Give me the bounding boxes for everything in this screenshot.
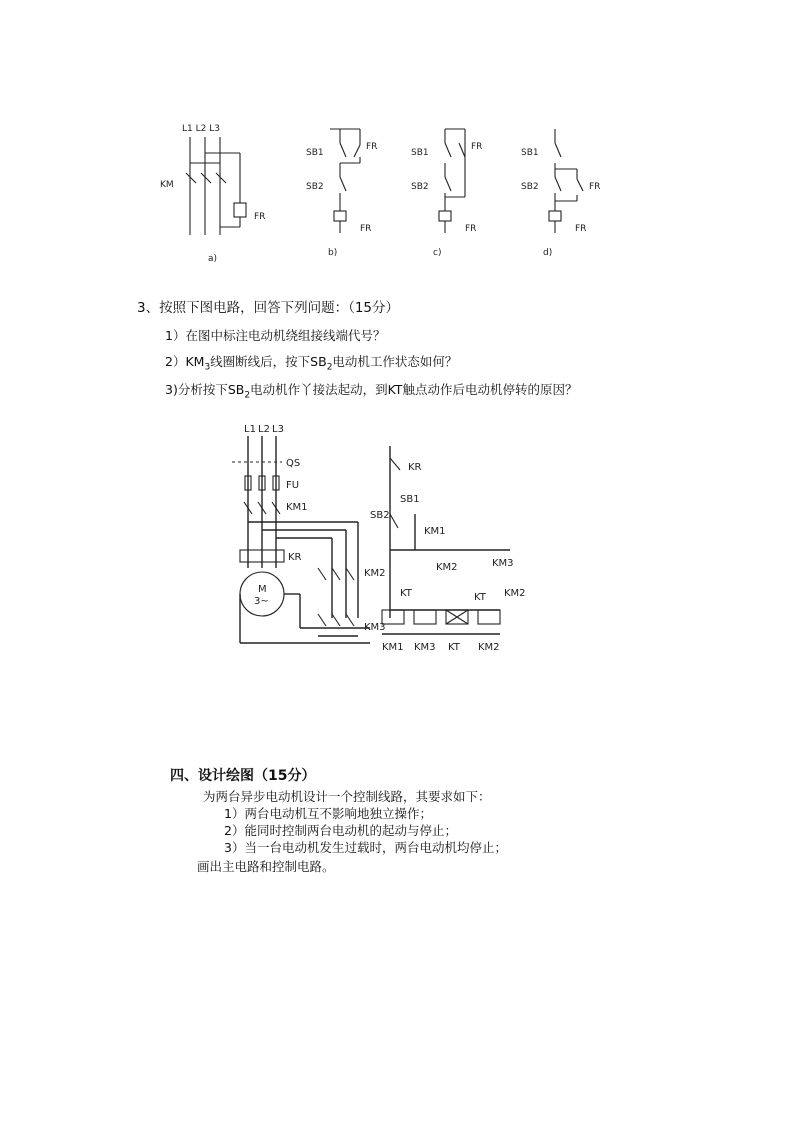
label-qs: QS: [286, 458, 301, 469]
top-diagrams: [150, 115, 630, 270]
label-km1: KM1: [286, 502, 308, 513]
question3-title: 3、按照下图电路，回答下列问题：（15分）: [137, 300, 400, 316]
item3-post: 电动机作丫接法起动，到KT触点动作后电动机停转的原因？: [250, 382, 578, 397]
item2-sub2: 2: [326, 362, 333, 373]
ctrl-km2b: KM2: [504, 588, 526, 599]
diagram-b: [306, 129, 377, 258]
question3-item2: [165, 352, 457, 373]
diagram-b-sb1: SB1: [306, 148, 324, 158]
diagram-c-caption: c): [433, 248, 442, 258]
ctrl-km1: KM1: [424, 526, 446, 537]
diagram-a-fr: FR: [254, 212, 266, 222]
diagram-c: [411, 129, 482, 258]
coil-km3: KM3: [414, 642, 436, 653]
section4-req2: 2）能同时控制两台电动机的起动与停止；: [224, 823, 457, 838]
item2-mid: 线圈断线后，按下SB: [210, 354, 327, 369]
question3-item3: [165, 380, 577, 401]
diagram-d: [521, 129, 600, 258]
coil-km1: KM1: [382, 642, 404, 653]
section4-intro: 为两台异步电动机设计一个控制线路，其要求如下：: [203, 789, 491, 804]
diagram-b-fr: FR: [366, 142, 378, 152]
section4-closing: 画出主电路和控制电路。: [197, 859, 335, 874]
ctrl-km3: KM3: [492, 558, 514, 569]
ctrl-sb1: SB1: [400, 494, 420, 505]
item3-pre: 3)分析按下SB: [165, 382, 245, 397]
diagram-c-sb1: SB1: [411, 148, 429, 158]
diagram-d-fr2: FR: [575, 224, 587, 234]
label-l2: L2: [258, 424, 270, 435]
diagram-a-km: KM: [160, 180, 174, 190]
diagram-d-sb2: SB2: [521, 182, 539, 192]
diagram-b-caption: b): [328, 248, 338, 258]
diagram-d-caption: d): [543, 248, 553, 258]
diagram-a-phases: L1 L2 L3: [182, 124, 220, 134]
section4-req1: 1）两台电动机互不影响地独立操作；: [224, 806, 432, 821]
diagram-a: [160, 124, 265, 264]
coil-km2: KM2: [478, 642, 500, 653]
diagram-c-fr2: FR: [465, 224, 477, 234]
question3-item1: 1）在图中标注电动机绕组接线端代号？: [165, 328, 386, 343]
label-km3: KM3: [364, 622, 386, 633]
ctrl-kt2: KT: [474, 592, 486, 603]
ctrl-km2: KM2: [436, 562, 458, 573]
item2-post: 电动机工作状态如何？: [332, 354, 458, 369]
label-l1: L1: [244, 424, 256, 435]
ctrl-sb2: SB2: [370, 510, 390, 521]
motor-m: M: [258, 584, 267, 595]
label-fu: FU: [286, 480, 300, 491]
ctrl-kt: KT: [400, 588, 412, 599]
section4-req3: 3）当一台电动机发生过载时，两台电动机均停止；: [224, 840, 507, 855]
item2-pre: 2）KM: [165, 354, 205, 369]
diagram-d-sb1: SB1: [521, 148, 539, 158]
coil-kt: KT: [448, 642, 460, 653]
diagram-a-caption: a): [208, 254, 218, 264]
diagram-d-fr: FR: [589, 182, 601, 192]
ctrl-kr: KR: [408, 462, 422, 473]
label-kr: KR: [288, 552, 302, 563]
diagram-c-fr: FR: [471, 142, 483, 152]
item3-sub: 2: [244, 390, 251, 401]
star-delta-circuit: [210, 418, 540, 658]
section4-title: 四、设计绘图（15分）: [170, 768, 316, 784]
item2-sub1: 3: [204, 362, 211, 373]
label-l3: L3: [272, 424, 284, 435]
motor-phase: 3~: [254, 596, 269, 607]
diagram-b-fr2: FR: [360, 224, 372, 234]
diagram-b-sb2: SB2: [306, 182, 324, 192]
diagram-c-sb2: SB2: [411, 182, 429, 192]
label-km2: KM2: [364, 568, 386, 579]
